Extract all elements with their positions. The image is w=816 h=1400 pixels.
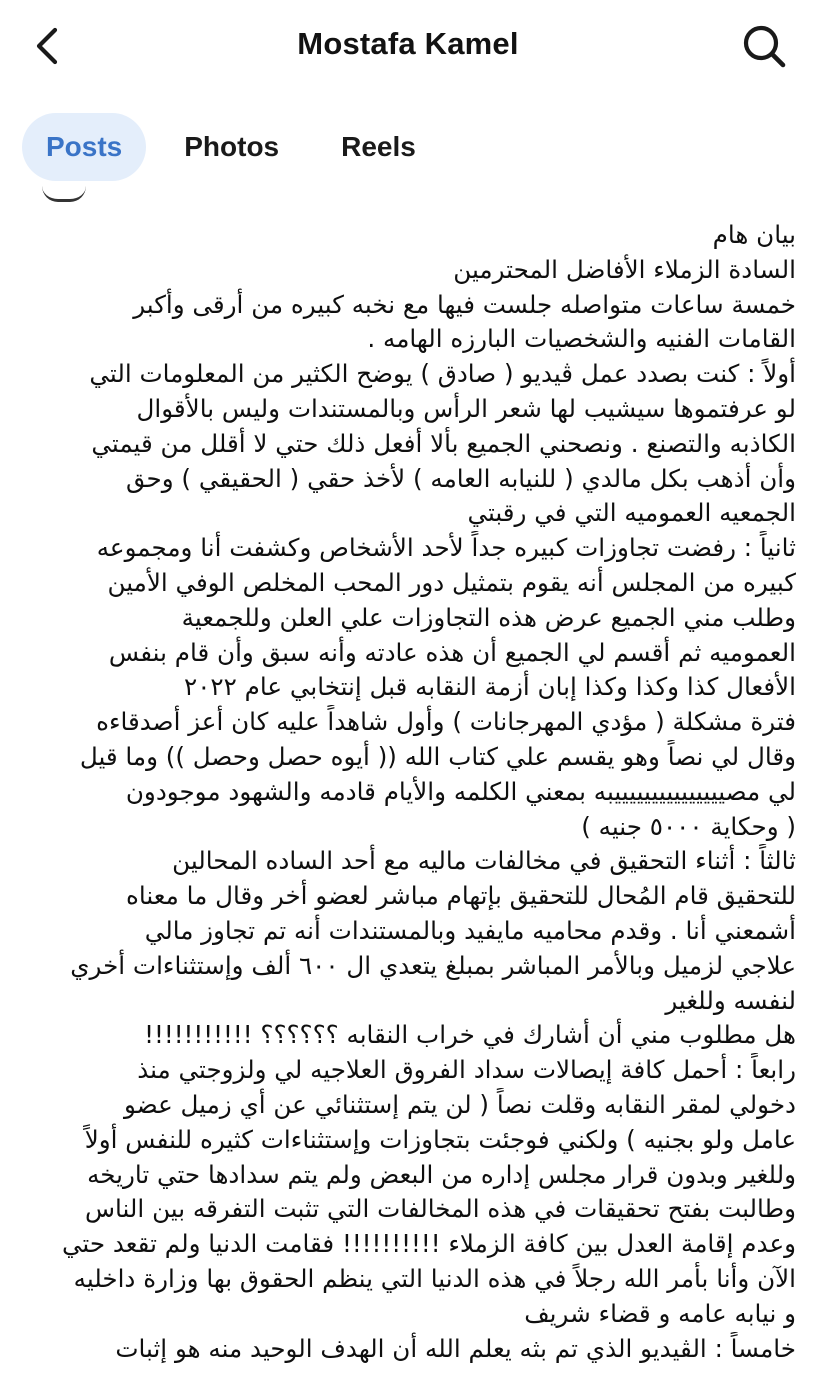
post-text-line: رابعاً : أحمل كافة إيصالات سداد الفروق العلاجيه لي ولزوجتي منذ (137, 1055, 796, 1085)
post-text-line: كبيره من المجلس أنه يقوم بتمثيل دور المحب المخلص الوفي الأمين (107, 567, 796, 597)
post-text-line: أولاً : كنت بصدد عمل ڤيديو ( صادق ) يوضح الكثير من المعلومات التي (89, 359, 796, 389)
tab-photos[interactable]: Photos (184, 131, 280, 162)
search-button[interactable] (738, 20, 790, 72)
post-text-line: وللغير وبدون قرار مجلس إداره من البعض ولم يتم سدادها حتي تاريخه (87, 1159, 796, 1189)
search-icon (740, 22, 788, 70)
tab-posts[interactable]: Posts (22, 113, 146, 181)
post-text-line: خامساً : الڤيديو الذي تم بثه يعلم الله أن الهدف الوحيد منه هو إثبات (115, 1333, 796, 1363)
post-text-line: بيان هام (712, 220, 796, 249)
post-text-line: ثانياً : رفضت تجاوزات كبيره جداً لأحد الأشخاص وكشفت أنا ومجموعه (96, 533, 796, 563)
post-text-line: لو عرفتموها سيشيب لها شعر الرأس وبالمستندات وليس بالأقوال (136, 393, 796, 423)
tab-reels[interactable]: Reels (341, 131, 416, 162)
post-text-line: علاجي لزميل وبالأمر المباشر بمبلغ يتعدي ال ٦٠٠ ألف وإستثناءات أخري (70, 950, 796, 980)
post-text-line: خمسة ساعات متواصله جلست فيها مع نخبه كبيره من أرقى وأكبر (133, 289, 796, 319)
post-text-line: الأفعال كذا وكذا وكذا إبان أزمة النقابه قبل إنتخابي عام ٢٠٢٢ (184, 672, 796, 702)
post-text-line: هل مطلوب مني أن أشارك في خراب النقابه ؟؟؟؟؟؟ !!!!!!!!!!! (144, 1020, 796, 1050)
post-text-line: الجمعيه العموميه التي في رقبتي (467, 498, 796, 528)
top-bar (0, 0, 816, 96)
post-text-line: الكاذبه والتصنع . ونصحني الجميع بألا أفعل ذلك حتي لا أقلل من قيمتي (91, 428, 796, 458)
post-text-line: فترة مشكلة ( مؤدي المهرجانات ) وأول شاهداً عليه كان أعز أصدقاءه (96, 707, 796, 737)
post-text-line: و نيابه عامه و قضاء شريف (524, 1298, 796, 1328)
post-text-line: السادة الزملاء الأفاضل المحترمين (453, 254, 796, 284)
post-text-line: أشمعني أنا . وقدم محاميه مايفيد وبالمستندات أنه تم تجاوز مالي (144, 915, 796, 945)
post-text-line: لنفسه وللغير (665, 985, 796, 1015)
post-text-line: وطلب مني الجميع عرض هذه التجاوزات علي العلن وللجمعية (181, 602, 796, 632)
page-title: Mostafa Kamel (297, 26, 519, 61)
post-text-line: وأن أذهب بكل مالدي ( للنيابه العامه ) لأخذ حقي ( الحقيقي ) وحق (126, 463, 796, 493)
profile-tabs (22, 112, 454, 182)
post-text-line: لي مصيييييييييييييييبه بمعني الكلمه والأيام قادمه والشهود موجودون (125, 776, 796, 806)
post-text-line: للتحقيق قام المُحال للتحقيق بإتهام مباشر لعضو أخر وقال ما معناه (125, 881, 796, 911)
post-text-line: القامات الفنيه والشخصيات البارزه الهامه . (367, 324, 796, 354)
avatar[interactable] (42, 186, 86, 202)
post-text-line: ( وحكاية ٥٠٠٠ جنيه ) (581, 811, 796, 841)
post-text-line: وطالبت بفتح تحقيقات في هذه المخالفات التي تثبت التفرقه بين الناس (85, 1194, 796, 1224)
post-text-line: ثالثاً : أثناء التحقيق في مخالفات ماليه مع أحد الساده المحالين (172, 846, 796, 876)
post-text-line: عامل ولو بجنيه ) ولكني فوجئت بتجاوزات وإستثناءات كثيره للنفس أولاً (84, 1124, 796, 1154)
post-text-line: الآن وأنا بأمر الله رجلاً في هذه الدنيا التي ينظم الحقوق بها وزارة داخليه (73, 1263, 796, 1293)
post-text-line: وقال لي نصاً وهو يقسم علي كتاب الله (( أيوه حصل وحصل )) وما قيل (79, 741, 796, 771)
post-text-line: دخولي لمقر النقابه وقلت نصاً ( لن يتم إستثنائي عن أي زميل عضو (124, 1089, 796, 1119)
post-text (20, 218, 796, 1366)
post-text-line: وعدم إقامة العدل بين كافة الزملاء !!!!!!!!!! فقامت الدنيا ولم تقعد حتي (61, 1229, 796, 1259)
post-text-line: العموميه ثم أقسم لي الجميع أن هذه عادته وأنه سبق وأن قام بنفس (108, 637, 796, 667)
